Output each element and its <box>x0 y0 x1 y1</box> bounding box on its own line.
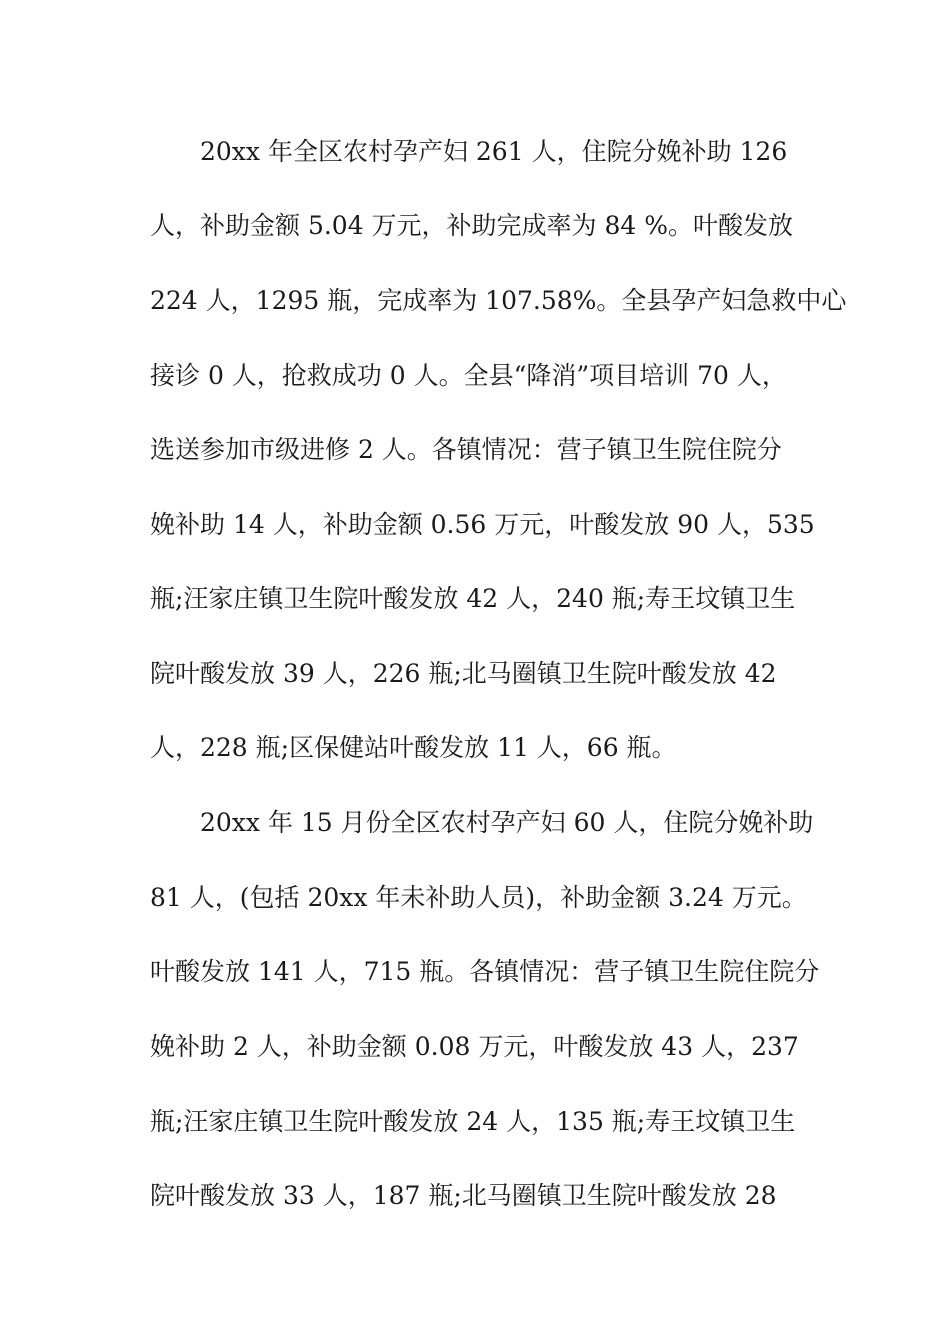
text-line: 人，补助金额 5.04 万元，补助完成率为 84 %。叶酸发放 <box>150 211 794 240</box>
text-line: 院叶酸发放 39 人，226 瓶;北马圈镇卫生院叶酸发放 42 <box>150 659 777 688</box>
text-line: 瓶;汪家庄镇卫生院叶酸发放 24 人，135 瓶;寿王坟镇卫生 <box>150 1107 796 1136</box>
text-line: 选送参加市级进修 2 人。各镇情况：营子镇卫生院住院分 <box>150 435 782 464</box>
text-line: 娩补助 14 人，补助金额 0.56 万元，叶酸发放 90 人，535 <box>150 510 815 539</box>
text-line: 院叶酸发放 33 人，187 瓶;北马圈镇卫生院叶酸发放 28 <box>150 1181 777 1210</box>
text-line: 20xx 年全区农村孕产妇 261 人，住院分娩补助 126 <box>200 137 788 166</box>
text-line: 接诊 0 人，抢救成功 0 人。全县“降消”项目培训 70 人， <box>150 361 787 390</box>
text-line: 娩补助 2 人，补助金额 0.08 万元，叶酸发放 43 人，237 <box>150 1032 799 1061</box>
text-line: 人，228 瓶;区保健站叶酸发放 11 人，66 瓶。 <box>150 733 677 762</box>
text-line: 叶酸发放 141 人，715 瓶。各镇情况：营子镇卫生院住院分 <box>150 957 820 986</box>
text-line: 81 人，(包括 20xx 年未补助人员)，补助金额 3.24 万元。 <box>150 883 807 912</box>
text-line: 224 人，1295 瓶，完成率为 107.58%。全县孕产妇急救中心 <box>150 286 847 315</box>
text-line: 瓶;汪家庄镇卫生院叶酸发放 42 人，240 瓶;寿王坟镇卫生 <box>150 584 796 613</box>
text-line: 20xx 年 15 月份全区农村孕产妇 60 人，住院分娩补助 <box>200 808 814 837</box>
